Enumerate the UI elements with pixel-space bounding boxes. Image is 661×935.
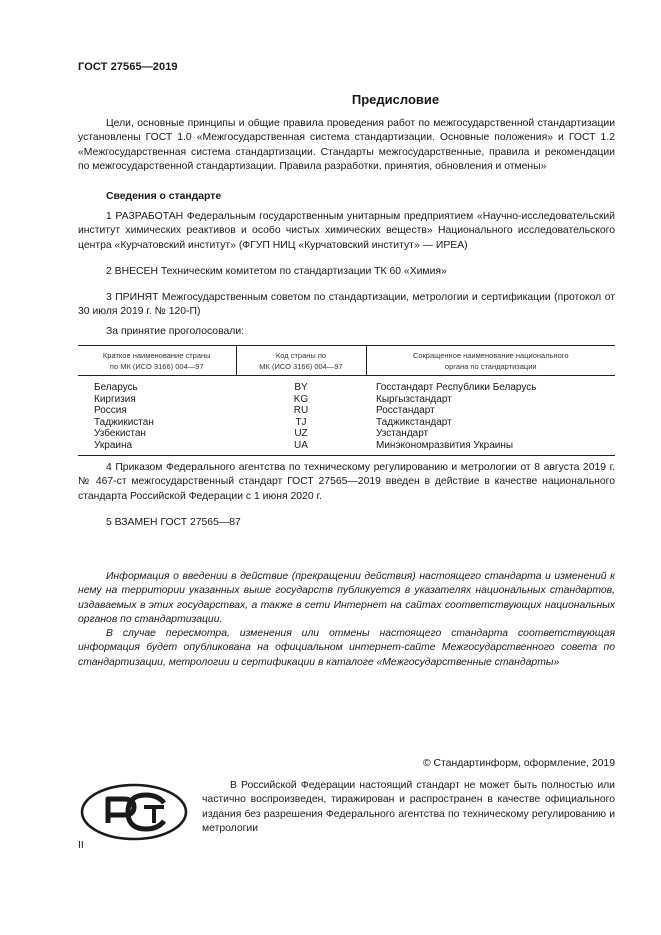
column-header-country	[78, 346, 236, 376]
country-cell: Узбекистан	[94, 428, 146, 440]
country-cell: Беларусь	[94, 382, 138, 393]
document-code: ГОСТ 27565—2019	[78, 61, 178, 73]
body-cell: Узстандарт	[376, 428, 429, 440]
column-header-country-line1: Краткое наименование страны	[102, 351, 211, 360]
code-cell: BY	[294, 382, 308, 393]
page-number: II	[78, 840, 84, 851]
info-heading: Сведения о стандарте	[106, 191, 222, 202]
body-cell: Госстандарт Республики Беларусь	[376, 382, 537, 393]
code-column	[236, 376, 366, 456]
body-cell: Таджикстандарт	[376, 416, 452, 428]
column-header-code	[236, 346, 366, 376]
country-cell: Киргизия	[94, 393, 136, 405]
notice-paragraph-1: Информация о введении в действие (прекращении действия) настоящего стандарта и изменений к нему на территории указанных выше государств публикуется в указателях национальных стандартов, издаваемых в этих государствах, а также в сети Интернет на сайтах соответствующих национальных органов по стандартизации.	[78, 571, 615, 625]
country-cell: Россия	[94, 405, 127, 417]
code-cell: TJ	[295, 416, 307, 428]
pct-certification-logo-icon	[80, 783, 188, 841]
code-cell: UZ	[294, 428, 308, 440]
code-cell: UA	[294, 439, 308, 451]
item-replaces: 5 ВЗАМЕН ГОСТ 27565—87	[106, 517, 241, 528]
column-header-country-line2: по МК (ИСО 3166) 004—97	[109, 362, 204, 371]
body-cell: Кыргызстандарт	[376, 393, 452, 405]
rights-notice: В Российской Федерации настоящий стандарт не может быть полностью или частично воспроизведен, тиражирован и распространен в качестве официального издания без разрешения Федерального агентства по техническому регулированию и метрологии	[202, 780, 615, 834]
section-title: Предисловие	[351, 92, 440, 107]
code-cell: RU	[293, 405, 309, 417]
column-header-body-line2: органа по стандартизации	[444, 362, 537, 371]
item-developed: 1 РАЗРАБОТАН Федеральным государственным унитарным предприятием «Научно-исследовательский институт химических реактивов и особо чистых химических веществ» Национального исследовательского центра «Курчатовский институт» (ФГУП НИЦ «Курчатовский институт» — ИРЕА)	[78, 211, 615, 251]
vote-label: За принятие проголосовали:	[106, 326, 245, 337]
country-column	[78, 376, 236, 456]
column-header-code-line1: Код страны по	[275, 351, 327, 360]
table-row	[78, 376, 615, 456]
item-introduced: 2 ВНЕСЕН Техническим комитетом по стандартизации ТК 60 «Химия»	[106, 266, 447, 277]
body-cell: Минэкономразвития Украины	[376, 439, 514, 451]
country-cell: Таджикистан	[94, 416, 154, 428]
copyright-line: © Стандартинформ, оформление, 2019	[422, 758, 615, 769]
country-cell: Украина	[94, 439, 133, 451]
body-column	[366, 376, 615, 456]
column-header-body-line1: Сокращенное наименование национального	[412, 351, 569, 360]
code-cell: KG	[293, 393, 309, 405]
item-adopted: 3 ПРИНЯТ Межгосударственным советом по стандартизации, метрологии и сертификации (протокол от 30 июля 2019 г. № 120-П)	[78, 292, 615, 318]
body-cell: Росстандарт	[376, 405, 435, 417]
column-header-body	[366, 346, 615, 376]
intro-paragraph: Цели, основные принципы и общие правила проведения работ по межгосударственной стандартизации установлены ГОСТ 1.0 «Межгосударственная система стандартизации. Основные положения» и ГОСТ 1.2 «Межгосударственная система стандартизации. Стандарты межгосударственные, правила и рекомендации по межгосударственной стандартизации. Правила разработки, принятия, обновления и отмены»	[78, 118, 615, 172]
vote-table	[78, 345, 615, 456]
item-order: 4 Приказом Федерального агентства по техническому регулированию и метрологии от 8 августа 2019 г. № 467-ст межгосударственный стандарт ГОСТ 27565—2019 введен в действие в качестве национального стандарта Российской Федерации с 1 июня 2020 г.	[78, 462, 615, 502]
notice-paragraph-2: В случае пересмотра, изменения или отмены настоящего стандарта соответствующая информация будет опубликована на официальном интернет-сайте Межгосударственного совета по стандартизации, метрологии и сертификации в каталоге «Межгосударственные стандарты»	[78, 628, 615, 668]
column-header-code-line2: МК (ИСО 3166) 004—97	[259, 362, 343, 371]
